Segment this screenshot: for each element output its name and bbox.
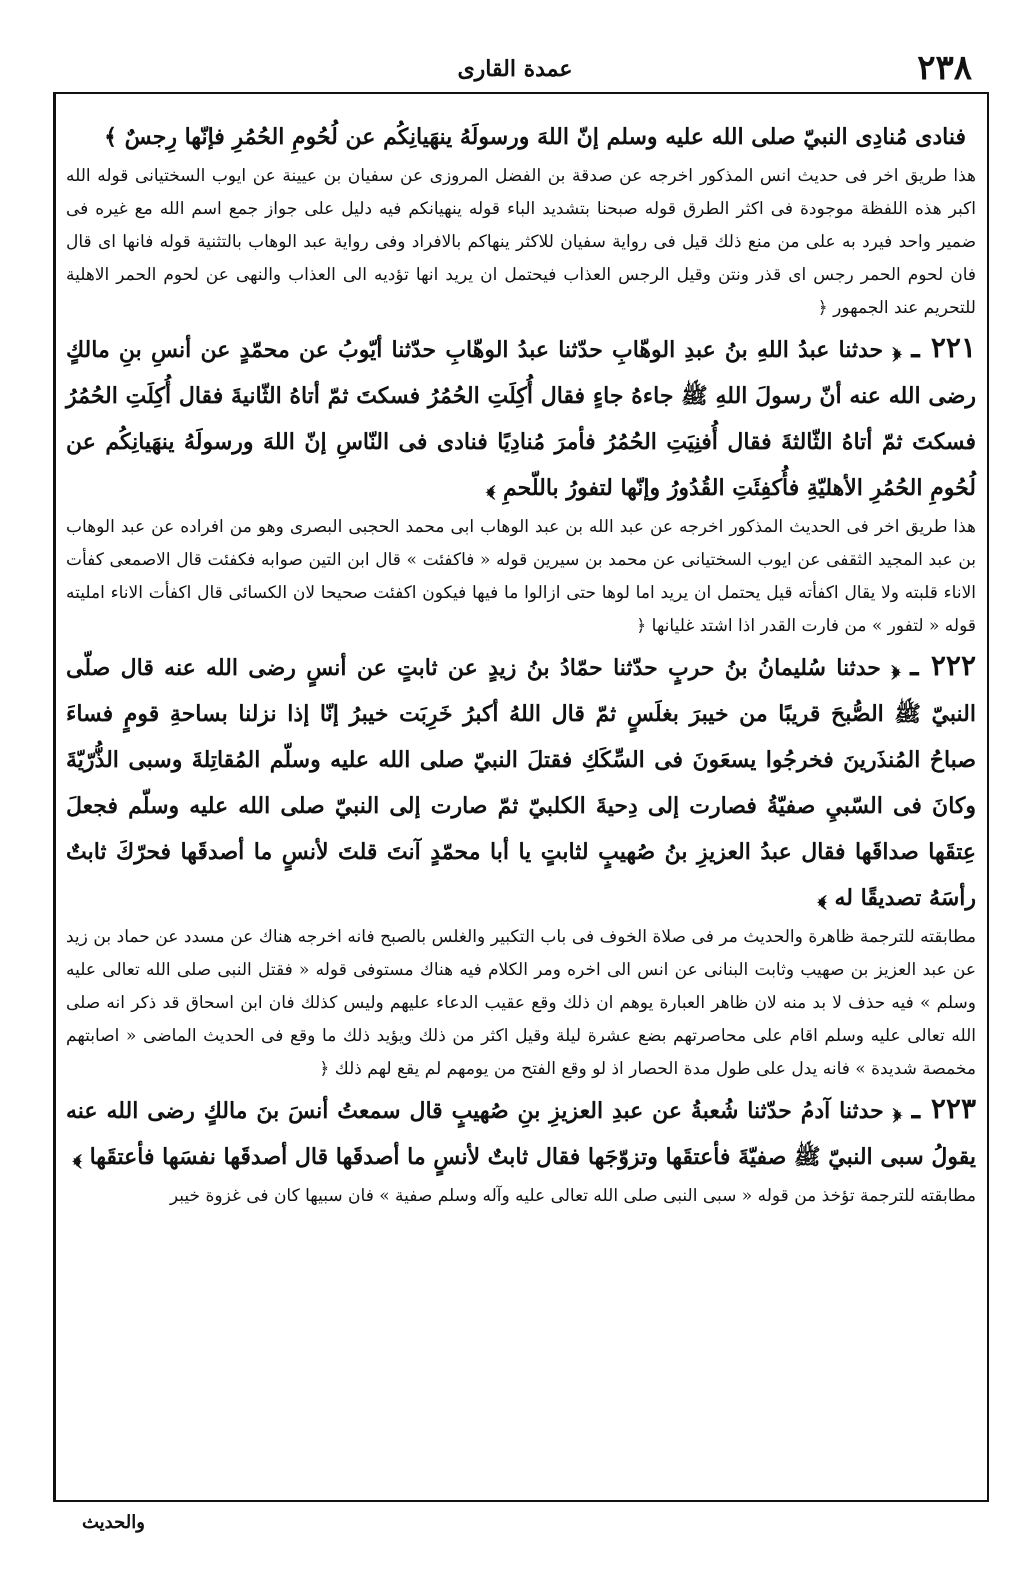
commentary-body: هذا طريق اخر فى الحديث المذكور اخرجه عن عبد الله بن عبد الوهاب ابى محمد الحجبى البصرى وهو من افراده عن عبد الوهاب بن عبد المجيد الثقفى عن ايوب السختيانى عن محمد بن سيرين قوله « فاكفئت » قال ابن التين صوابه فكفئت قال الاصمعى كفأت الاناء قلبته ولا يقال اكفأته قيل يحتمل ان يريد اما لوها حتى ازالوا ما فيها فيكون اكفئت صحيحا لان الكسائى قال اكفأت الاناء امليته قوله « لتفور » من فارت القدر اذا اشتد غليانها ﴿ <box>66 517 976 636</box>
commentary-body: هذا طريق اخر فى حديث انس المذكور اخرجه عن صدقة بن الفضل المروزى عن سفيان بن عيينة عن ايوب السختيانى قوله الله اكبر هذه اللفظة موجودة فى اكثر الطرق قوله صبحنا بتشديد الباء قوله ينهيانكم فيه دليل على جواز جمع اسم الله مع غيره فى ضمير واحد فيرد به على من منع ذلك قيل فى رواية سفيان للاكثر ينهاكم بالافراد وفى رواية عبد الوهاب بالتثنية قوله فانها اى قال فان لحوم الحمر رجس اى قذر ونتن وقيل الرجس العذاب فيحتمل ان يريد انها تؤديه الى العذاب والنهى عن لحوم الحمر الاهلية للتحريم عند الجمهور ﴿ <box>66 166 976 318</box>
main-text <box>66 112 976 1213</box>
commentary-body: مطابقته للترجمة ظاهرة والحديث مر فى صلاة الخوف فى باب التكبير والغلس بالصبح فانه اخرجه هناك عن مسدد عن حماد بن زيد عن عبد العزيز بن صهيب وثابت البنانى عن انس الى اخره ومر الكلام فيه هناك مستوفى قوله « فقتل النبى صلى الله تعالى عليه وسلم » فيه حذف لا بد منه لان ظاهر العبارة يوهم ان ذلك وقع عقيب الدعاء عليهم وليس كذلك فان ابن اسحاق قد ذكر انه صلى الله تعالى عليه وسلم اقام على محاصرتهم بضع عشرة ليلة وقيل اكثر من ذلك ويؤيد ذلك ما وقع فى الحديث الماضى « اصابتهم مخمصة شديدة » فانه يدل على طول مدة الحصار اذ لو وقع الفتح من يومهم لم يقع لهم ذلك ﴿ <box>66 927 977 1079</box>
hadith-number: ٢٢٢ ـ <box>910 649 976 682</box>
hadith-body: فنادى مُنادِى النبيّ صلى الله عليه وسلم إنّ اللهَ ورسولَهُ ينهَيانِكُم عن لُحُومِ الحُمُرِ فإنّها رِجسٌ ﴾ <box>104 124 966 150</box>
hadith-text <box>66 325 976 511</box>
hadith-body: ﴿ حدثنا سُليمانُ بنُ حربٍ حدّثنا حمّادُ بنُ زيدٍ عن ثابتٍ عن أنسٍ رضى الله عنه قال صلّى النبيّ ﷺ الصُّبحَ قريبًا من خيبرَ بغلَسٍ ثمّ قال اللهُ أكبرُ خَرِبَت خيبرُ إنّا إذا نزلنا بساحةِ قومٍ فساءَ صباحُ المُنذَرينَ فخرجُوا يسعَونَ فى السِّكَكِ فقتلَ النبيّ صلى الله عليه وسلّم المُقاتِلةَ وسبى الذُّرّيّةَ وكانَ فى السّبيِ صفيّةُ فصارت إلى دِحيةَ الكلبيّ ثمّ صارت إلى النبيّ صلى الله عليه وسلّم فجعلَ عِتقَها صداقَها فقال عبدُ العزيزِ بنُ صُهيبٍ لثابتٍ يا أبا محمّدٍ آنتَ قلتَ لأنسٍ ما أصدقَها فحرّكَ ثابتٌ رأسَهُ تصديقًا له ﴾ <box>66 655 976 911</box>
page-header <box>40 48 990 88</box>
commentary-text <box>66 160 976 325</box>
catchword: والحديث <box>82 1512 145 1533</box>
hadith-text <box>66 1086 976 1180</box>
hadith-text <box>66 643 976 921</box>
running-title: عمدة القاری <box>457 56 573 82</box>
hadith-body: ﴿ حدثنا عبدُ اللهِ بنُ عبدِ الوهّابِ حدّثنا عبدُ الوهّابِ حدّثنا أيّوبُ عن محمّدٍ عن أنسِ بنِ مالكٍ رضى الله عنه أنّ رسولَ اللهِ ﷺ جاءهُ جاءٍ فقال أُكِلَتِ الحُمُرُ فسكتَ ثمّ أتاهُ الثّانيةَ فقال أُكِلَتِ الحُمُرُ فسكتَ ثمّ أتاهُ الثّالثةَ فقال أُفنِيَتِ الحُمُرُ فأمرَ مُنادِيًا فنادى فى النّاسِ إنّ اللهَ ورسولَهُ ينهَيانِكُم عن لُحُومِ الحُمُرِ الأهليّةِ فأُكفِئَتِ القُدُورُ وإنّها لتفورُ باللّحمِ ﴾ <box>66 337 976 501</box>
hadith-number: ٢٢١ ـ <box>911 331 976 364</box>
commentary-text <box>66 921 976 1086</box>
commentary-text <box>66 1180 976 1213</box>
commentary-text <box>66 511 976 643</box>
page-number: ٢٣٨ <box>917 48 972 88</box>
hadith-text <box>66 112 976 160</box>
commentary-body: مطابقته للترجمة تؤخذ من قوله « سبى النبى صلى الله تعالى عليه وآله وسلم صفية » فان سبيها كان فى غزوة خيبر <box>169 1186 976 1206</box>
hadith-body: ﴿ حدثنا آدمُ حدّثنا شُعبةُ عن عبدِ العزيزِ بنِ صُهيبٍ قال سمعتُ أنسَ بنَ مالكٍ رضى الله عنه يقولُ سبى النبيّ ﷺ صفيّةَ فأعتقَها وتزوّجَها فقال ثابتٌ لأنسٍ ما أصدقَها قال أصدقَها نفسَها فأعتقَها ﴾ <box>66 1098 976 1170</box>
hadith-number: ٢٢٣ ـ <box>911 1092 976 1125</box>
